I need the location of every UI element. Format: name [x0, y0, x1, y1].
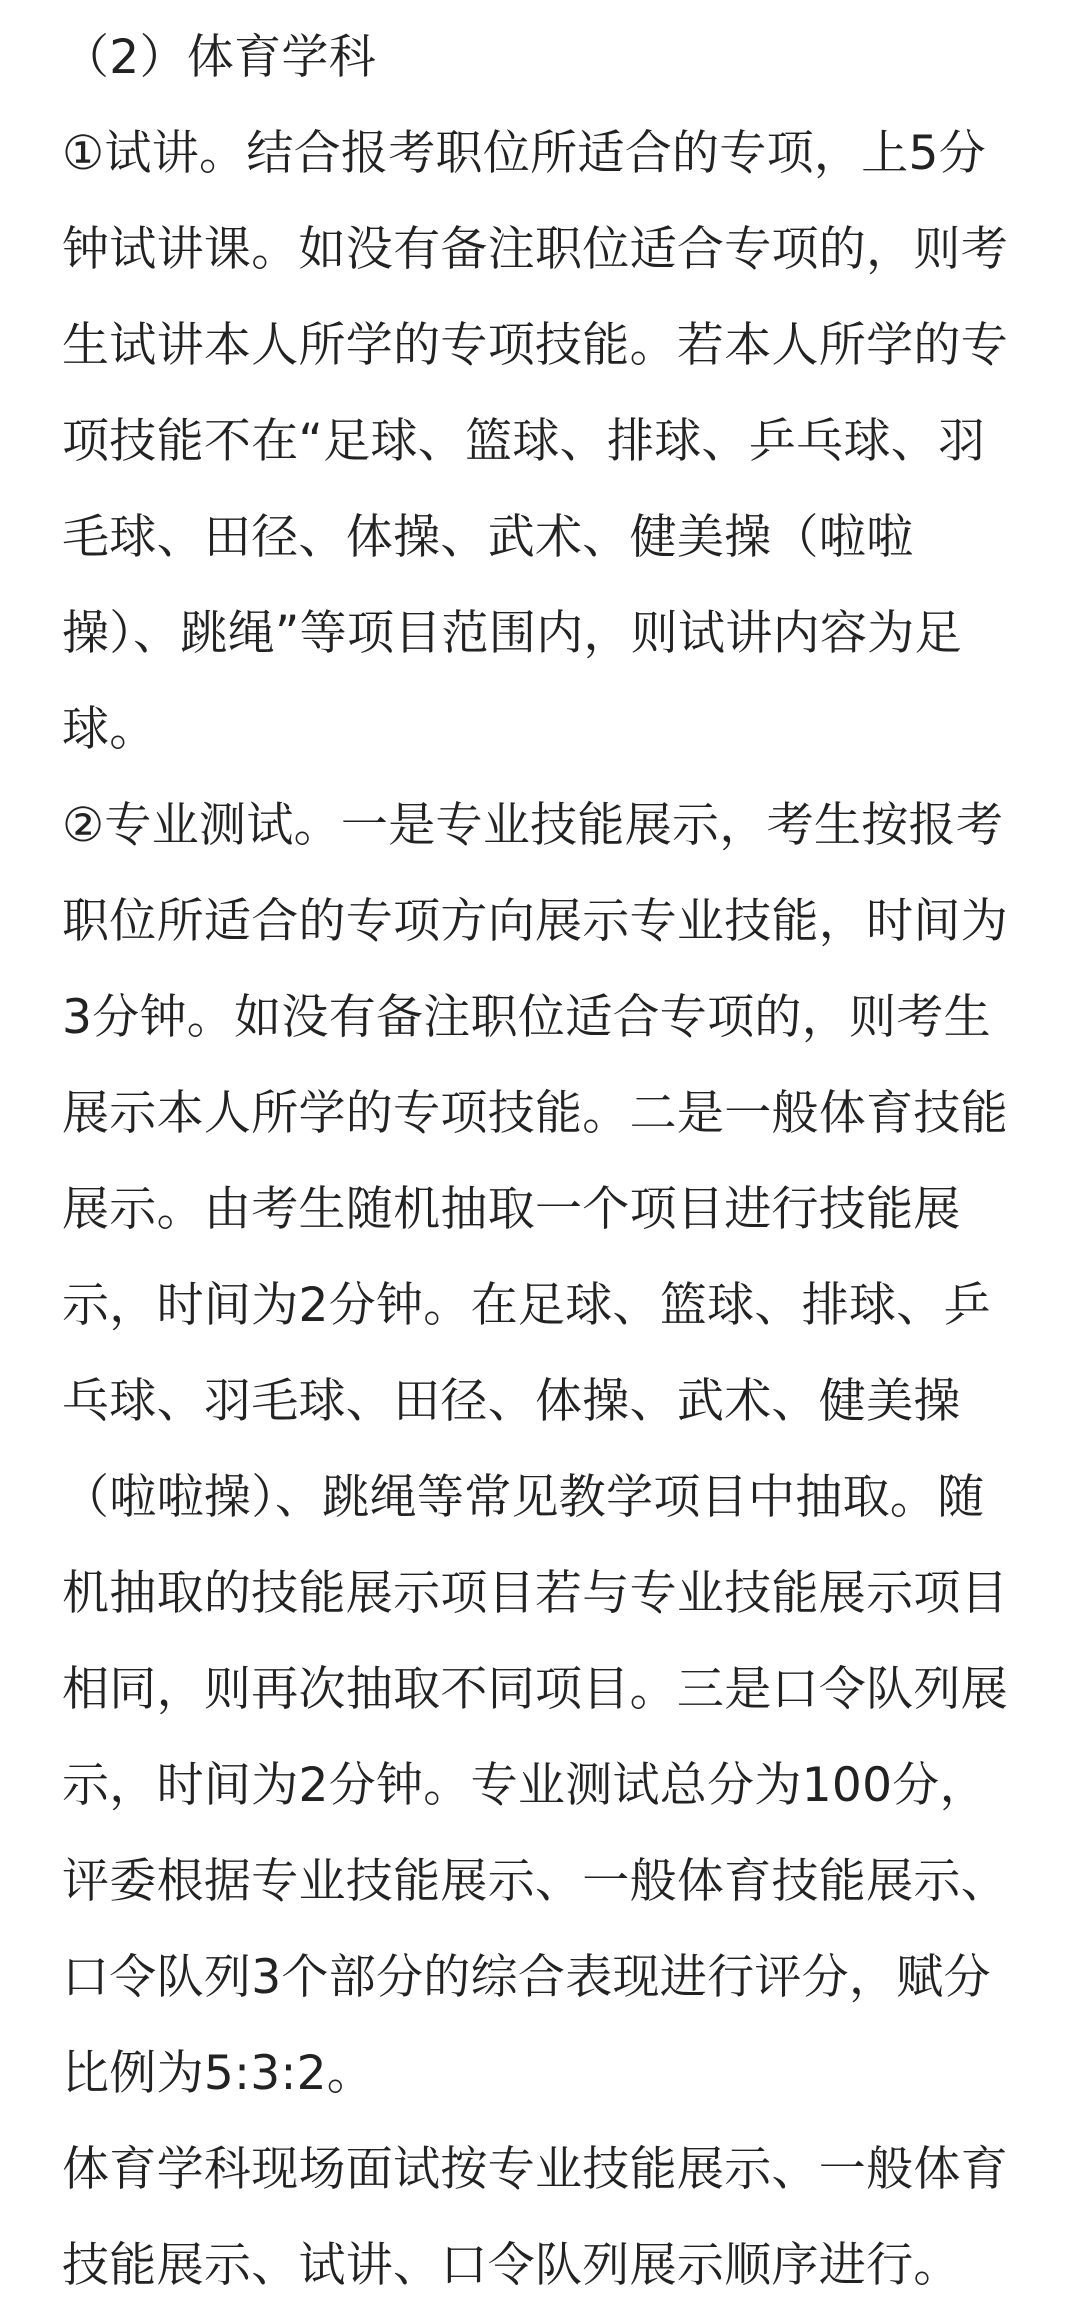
text-line: 体育学科现场面试按专业技能展示、一般体育 — [62, 2142, 1008, 2197]
section-heading: （2）体育学科 — [62, 30, 377, 85]
text-line: 球。 — [62, 702, 157, 757]
text-line: （啦啦操）、跳绳等常见教学项目中抽取。随 — [62, 1470, 985, 1525]
text-line: 示，时间为2分钟。在足球、篮球、排球、乒 — [62, 1278, 991, 1333]
text-line: 展示本人所学的专项技能。二是一般体育技能 — [62, 1086, 1008, 1141]
text-line: 机抽取的技能展示项目若与专业技能展示项目 — [62, 1566, 1008, 1621]
text-line: 操）、跳绳”等项目范围内，则试讲内容为足 — [62, 606, 962, 661]
text-line: 乓球、羽毛球、田径、体操、武术、健美操 — [62, 1374, 961, 1429]
text-line: 口令队列3个部分的综合表现进行评分，赋分 — [62, 1950, 991, 2005]
document-body — [62, 10, 1022, 2314]
text-line: 职位所适合的专项方向展示专业技能，时间为 — [62, 894, 1008, 949]
text-line: 3分钟。如没有备注职位适合专项的，则考生 — [62, 990, 991, 1045]
text-line: 比例为5:3:2。 — [62, 2046, 375, 2101]
text-line: 毛球、田径、体操、武术、健美操（啦啦 — [62, 510, 914, 565]
text-line: 展示。由考生随机抽取一个项目进行技能展 — [62, 1182, 961, 1237]
text-line: 钟试讲课。如没有备注职位适合专项的，则考 — [62, 222, 1008, 277]
text-line: 相同，则再次抽取不同项目。三是口令队列展 — [62, 1662, 1008, 1717]
text-line: 技能展示、试讲、口令队列展示顺序进行。 — [62, 2238, 961, 2293]
text-line: 示，时间为2分钟。专业测试总分为100分， — [62, 1758, 987, 1813]
text-line: ②专业测试。一是专业技能展示，考生按报考 — [62, 798, 1004, 853]
text-line: 项技能不在“足球、篮球、排球、乒乓球、羽 — [62, 414, 986, 469]
text-line: ①试讲。结合报考职位所适合的专项，上5分 — [62, 126, 987, 181]
text-line: 生试讲本人所学的专项技能。若本人所学的专 — [62, 318, 1008, 373]
text-line: 评委根据专业技能展示、一般体育技能展示、 — [62, 1854, 1008, 1909]
